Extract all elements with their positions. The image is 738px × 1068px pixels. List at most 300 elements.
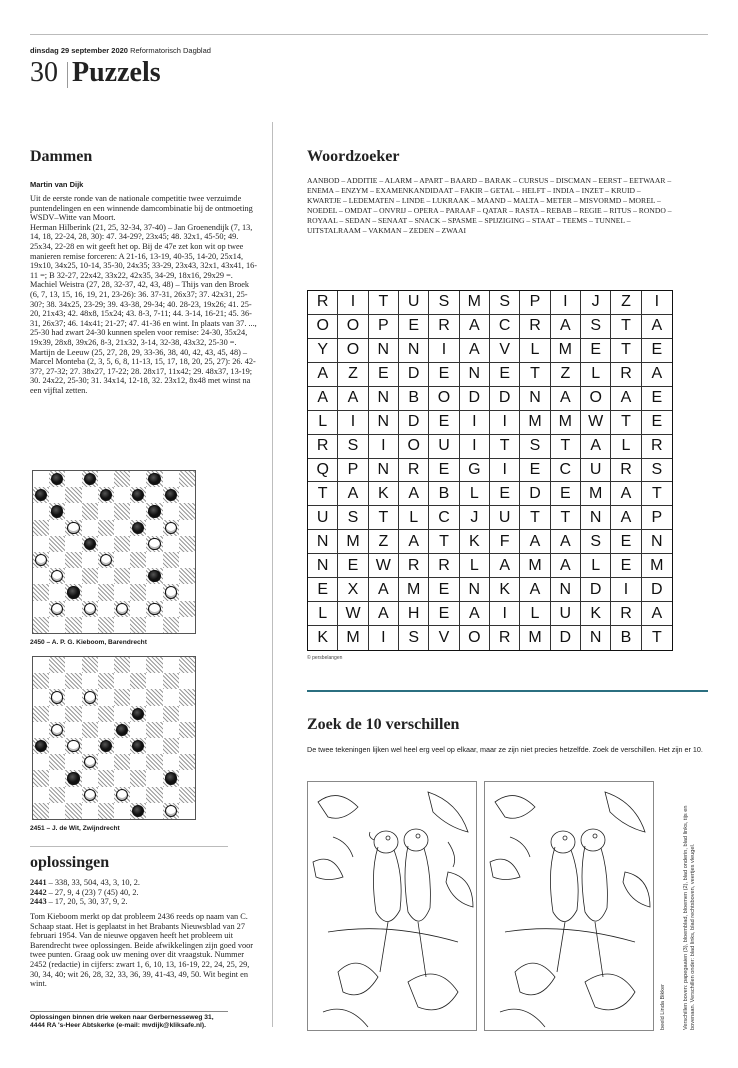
oplossingen-article: Tom Kieboom merkt op dat probleem 2436 reeds op naam van C. Schaap staat. Het is geplaatst in het Brabants Nieuwsblad van 27 februari 1954. Van de nieuwe opgaven heeft het probleem uit Barendrecht twee oplossingen. Beide afwikkelingen zijn goed voor twee punten. Graag ook uw mening over dit vraagstuk. Nummer 2452 (redactie) in cijfers: zwart 1, 6, 10, 13, 16-19, 22, 24, 25, 29, 30, 34, 40; wit 26, 28, 32, 33, 36, 39, 41-43, 49, 50. Wit begint en wint.: [30, 912, 254, 989]
grid-letter: D: [642, 578, 672, 602]
solution-line: [30, 878, 260, 888]
grid-letter: T: [308, 482, 338, 506]
drawing-credit: beeld Linda Bikker: [660, 983, 666, 1030]
page-number: 30: [30, 57, 58, 88]
oplossingen-title: oplossingen: [30, 854, 110, 871]
board-square: [65, 471, 81, 487]
board-square: [33, 568, 49, 584]
date: dinsdag 29 september 2020: [30, 46, 128, 55]
board-square: [82, 520, 98, 536]
grid-letter: M: [520, 626, 550, 650]
grid-letter: M: [520, 554, 550, 578]
grid-letter: N: [460, 578, 490, 602]
board-square: [98, 520, 114, 536]
board-square: [49, 568, 65, 584]
verschillen-intro: De twee tekeningen lijken wel heel erg veel op elkaar, maar ze zijn niet precies hetzelfde. Zoek de verschillen. Het zijn er 10.: [307, 745, 703, 754]
dammen-paragraph: Machiel Weistra (27, 28, 32-37, 42, 43, 48) – Thijs van den Broek (6, 7, 13, 15, 16, 19, 21, 23-26): 36. 37-31, 26x37; 37. 42x31, 25-30?; 38. 34x25, 23-29; 39. 43-38, 29-34; 40. 28-23, 19x26; 41. 25-20, 21x43; 42. 48x8, 15x24; 43. 8-3, 7-11; 44. 3-14, 16-21; 45. 36-31, 26x37; 46. 14x41; 21-27; 47. 41-36 en wint. In plaats van 37. ..., 25-30 had zwart 24-30 kunnen spelen voor remise: 24-30, 35x24, 19x39, 28x8, 39x26, 8-3, 21x32, 3-14, 32-38, 43x32, 25-30 =.: [30, 280, 257, 347]
board-square: [49, 520, 65, 536]
grid-letter: A: [611, 506, 641, 530]
board-square: [82, 754, 98, 770]
black-piece: [35, 489, 47, 501]
board-square: [163, 770, 179, 786]
white-piece: [165, 586, 177, 598]
board-square: [163, 787, 179, 803]
black-piece: [132, 522, 144, 534]
board-square: [130, 722, 146, 738]
grid-letter: K: [369, 482, 399, 506]
grid-letter: T: [429, 530, 459, 554]
board-square: [49, 536, 65, 552]
white-piece: [100, 554, 112, 566]
grid-letter: A: [642, 363, 672, 387]
black-piece: [132, 740, 144, 752]
grid-letter: T: [611, 411, 641, 435]
board-square: [33, 487, 49, 503]
grid-letter: A: [369, 578, 399, 602]
grid-letter: N: [520, 387, 550, 411]
board-square: [179, 552, 195, 568]
grid-letter: U: [429, 435, 459, 459]
black-piece: [132, 805, 144, 817]
grid-letter: V: [429, 626, 459, 650]
grid-letter: N: [399, 339, 429, 363]
dammen-paragraph: Uit de eerste ronde van de nationale competitie twee verzuimde puntendelingen en een winnende damcombinatie bij de ontmoeting WSDV–Witte van Moort.: [30, 194, 253, 223]
board-square: [114, 722, 130, 738]
board-square: [65, 689, 81, 705]
grid-letter: E: [520, 459, 550, 483]
grid-letter: H: [399, 602, 429, 626]
grid-letter: N: [551, 578, 581, 602]
grid-letter: B: [429, 482, 459, 506]
board-square: [146, 503, 162, 519]
black-piece: [148, 570, 160, 582]
grid-letter: M: [460, 291, 490, 315]
grid-letter: O: [581, 387, 611, 411]
board-square: [146, 689, 162, 705]
board-square: [163, 722, 179, 738]
board-square: [163, 738, 179, 754]
board-square: [146, 584, 162, 600]
board-square: [82, 601, 98, 617]
board-square: [130, 568, 146, 584]
board-square: [179, 803, 195, 819]
board-square: [98, 471, 114, 487]
board-square: [82, 673, 98, 689]
board-square: [114, 657, 130, 673]
board-square: [82, 487, 98, 503]
board-square: [130, 738, 146, 754]
board-square: [163, 552, 179, 568]
grid-letter: Z: [611, 291, 641, 315]
board-square: [179, 617, 195, 633]
grid-letter: E: [429, 459, 459, 483]
board-square: [146, 601, 162, 617]
board-square: [130, 520, 146, 536]
board-square: [65, 601, 81, 617]
grid-letter: S: [520, 435, 550, 459]
grid-letter: O: [338, 315, 368, 339]
grid-letter: E: [429, 602, 459, 626]
grid-letter: K: [460, 530, 490, 554]
board-square: [98, 552, 114, 568]
board-square: [146, 552, 162, 568]
grid-letter: I: [429, 339, 459, 363]
board-square: [114, 787, 130, 803]
grid-letter: E: [429, 411, 459, 435]
white-piece: [84, 603, 96, 615]
board-square: [163, 689, 179, 705]
grid-letter: V: [490, 339, 520, 363]
board-square: [163, 568, 179, 584]
board-square: [33, 503, 49, 519]
board-square: [114, 689, 130, 705]
board-square: [114, 803, 130, 819]
grid-letter: L: [460, 554, 490, 578]
black-piece: [165, 489, 177, 501]
board-square: [49, 706, 65, 722]
board-square: [98, 803, 114, 819]
board-square: [49, 803, 65, 819]
grid-letter: E: [429, 363, 459, 387]
grid-letter: G: [460, 459, 490, 483]
page-number-divider: [67, 62, 68, 88]
board-square: [98, 584, 114, 600]
board-square: [82, 722, 98, 738]
board-square: [82, 657, 98, 673]
grid-letter: I: [460, 411, 490, 435]
grid-letter: E: [551, 482, 581, 506]
grid-letter: T: [611, 315, 641, 339]
board-square: [82, 770, 98, 786]
section-title: Puzzels: [72, 57, 161, 88]
board-square: [33, 657, 49, 673]
board-square: [49, 584, 65, 600]
board-square: [130, 803, 146, 819]
grid-letter: R: [399, 459, 429, 483]
board-square: [146, 722, 162, 738]
grid-letter: T: [520, 363, 550, 387]
solution-text: – 17, 20, 5, 30, 37, 9, 2.: [46, 897, 128, 907]
board-square: [114, 584, 130, 600]
grid-letter: T: [369, 506, 399, 530]
board-square: [33, 584, 49, 600]
board-square: [179, 722, 195, 738]
board-square: [163, 520, 179, 536]
parrot-drawing-left: [308, 782, 477, 1031]
grid-letter: L: [611, 435, 641, 459]
grid-letter: E: [642, 411, 672, 435]
board-square: [146, 657, 162, 673]
board-square: [82, 568, 98, 584]
grid-letter: P: [642, 506, 672, 530]
board-square: [130, 787, 146, 803]
grid-letter: S: [490, 291, 520, 315]
grid-letter: R: [308, 435, 338, 459]
grid-letter: L: [308, 602, 338, 626]
board-square: [65, 770, 81, 786]
board-square: [146, 568, 162, 584]
grid-letter: P: [520, 291, 550, 315]
board-square: [163, 487, 179, 503]
board-square: [65, 673, 81, 689]
grid-letter: A: [490, 554, 520, 578]
board-square: [49, 754, 65, 770]
board-square: [65, 787, 81, 803]
black-piece: [100, 489, 112, 501]
grid-letter: L: [308, 411, 338, 435]
solution-number: 2441: [30, 878, 47, 887]
grid-letter: R: [611, 459, 641, 483]
grid-letter: M: [338, 530, 368, 554]
grid-letter: U: [399, 291, 429, 315]
grid-letter: A: [520, 530, 550, 554]
grid-letter: O: [308, 315, 338, 339]
top-rule: [30, 34, 708, 35]
board-square: [33, 738, 49, 754]
grid-letter: N: [369, 387, 399, 411]
board-square: [33, 617, 49, 633]
board-square: [49, 617, 65, 633]
grid-letter: A: [460, 315, 490, 339]
grid-letter: R: [429, 315, 459, 339]
dammen-paragraph: Herman Hilberink (21, 25, 32-34, 37-40) – Jan Groenendijk (7, 13, 14, 18, 22-24, 28, 30): 47. 34-29?, 23x45; 48. 32x1, 45-50; 49. 25x34, 22-28 en wit geeft het op. Bij de 47e zet kon wit op twee manieren remise forceren: A 21-16, 13-19, 40-35, 14-20, 25x14, 19x10, 34x25, 10-14, 35-30, 24x35; 33-29, 23x43, 32x1, 43x41, 16-11 =; B 32-27, 22x42, 33x22, 42x35, 34-29, 18x16, 29x29 =.: [30, 222, 258, 280]
grid-letter: U: [308, 506, 338, 530]
grid-letter: I: [490, 411, 520, 435]
board-square: [146, 536, 162, 552]
grid-letter: N: [581, 506, 611, 530]
grid-letter: E: [611, 554, 641, 578]
board-square: [163, 503, 179, 519]
board-square: [33, 722, 49, 738]
board-square: [114, 738, 130, 754]
grid-letter: D: [581, 578, 611, 602]
grid-letter: L: [399, 506, 429, 530]
black-piece: [132, 708, 144, 720]
board-square: [130, 617, 146, 633]
grid-letter: M: [399, 578, 429, 602]
board-square: [130, 552, 146, 568]
grid-letter: K: [581, 602, 611, 626]
board-square: [65, 552, 81, 568]
grid-letter: D: [399, 363, 429, 387]
board-square: [179, 754, 195, 770]
solution-text: – 27, 9, 4 (23) 7 (45) 40, 2.: [46, 887, 139, 897]
grid-letter: J: [460, 506, 490, 530]
grid-letter: Z: [369, 530, 399, 554]
white-piece: [51, 724, 63, 736]
grid-letter: E: [642, 387, 672, 411]
grid-letter: O: [399, 435, 429, 459]
grid-letter: I: [460, 435, 490, 459]
grid-letter: U: [551, 602, 581, 626]
grid-letter: E: [642, 339, 672, 363]
board-square: [65, 536, 81, 552]
grid-letter: T: [651, 629, 662, 647]
grid-letter: R: [611, 363, 641, 387]
board-square: [179, 584, 195, 600]
board-square: [146, 706, 162, 722]
grid-letter: R: [611, 602, 641, 626]
grid-letter: N: [369, 411, 399, 435]
white-piece: [165, 522, 177, 534]
board-square: [82, 738, 98, 754]
board-square: [65, 617, 81, 633]
dammen-title: Dammen: [30, 148, 93, 165]
board-square: [163, 657, 179, 673]
black-piece: [132, 489, 144, 501]
board-square: [49, 770, 65, 786]
grid-letter: A: [399, 482, 429, 506]
board-square: [114, 601, 130, 617]
board-square: [163, 803, 179, 819]
board-square: [65, 584, 81, 600]
white-piece: [116, 603, 128, 615]
board-square: [49, 471, 65, 487]
board-square: [33, 601, 49, 617]
grid-letter: N: [308, 554, 338, 578]
white-piece: [35, 554, 47, 566]
board-square: [33, 536, 49, 552]
board-square: [49, 487, 65, 503]
board-square: [82, 803, 98, 819]
dammen-author: Martin van Dijk: [30, 180, 84, 189]
black-piece: [165, 772, 177, 784]
board-square: [114, 770, 130, 786]
grid-letter: O: [338, 339, 368, 363]
white-piece: [84, 789, 96, 801]
board-square: [82, 503, 98, 519]
grid-letter: E: [429, 578, 459, 602]
board-square: [82, 471, 98, 487]
grid-letter: D: [399, 411, 429, 435]
grid-letter: E: [338, 554, 368, 578]
board-square: [98, 738, 114, 754]
dateline: [30, 46, 211, 55]
grid-letter: I: [611, 578, 641, 602]
board-square: [179, 673, 195, 689]
grid-letter: I: [369, 626, 399, 650]
board-square: [33, 787, 49, 803]
board-square: [98, 706, 114, 722]
grid-letter: E: [490, 482, 520, 506]
diagram-caption-2451: 2451 – J. de Wit, Zwijndrecht: [30, 825, 120, 832]
grid-letter: S: [338, 435, 368, 459]
board-square: [82, 787, 98, 803]
grid-letter: Y: [308, 339, 338, 363]
black-piece: [84, 473, 96, 485]
board-square: [146, 673, 162, 689]
woordzoeker-title: Woordzoeker: [307, 148, 400, 165]
board-square: [179, 536, 195, 552]
black-piece: [51, 473, 63, 485]
grid-letter: M: [551, 411, 581, 435]
solutions-list: [30, 878, 260, 907]
board-square: [33, 770, 49, 786]
white-piece: [165, 805, 177, 817]
board-square: [98, 487, 114, 503]
draughts-board-2451: [32, 656, 196, 820]
board-square: [130, 706, 146, 722]
board-square: [49, 503, 65, 519]
board-square: [130, 584, 146, 600]
grid-letter: N: [308, 530, 338, 554]
grid-letter: C: [429, 506, 459, 530]
board-square: [49, 787, 65, 803]
grid-letter: I: [338, 291, 368, 315]
grid-letter: T: [611, 339, 641, 363]
column-divider: [272, 122, 273, 1027]
board-square: [114, 754, 130, 770]
grid-letter: N: [369, 459, 399, 483]
white-piece: [84, 691, 96, 703]
board-square: [82, 584, 98, 600]
white-piece: [84, 756, 96, 768]
board-square: [98, 754, 114, 770]
board-square: [49, 689, 65, 705]
board-square: [114, 503, 130, 519]
board-square: [33, 471, 49, 487]
board-square: [163, 706, 179, 722]
white-piece: [51, 570, 63, 582]
grid-letter: A: [551, 554, 581, 578]
board-square: [179, 487, 195, 503]
grid-letter: I: [369, 435, 399, 459]
grid-letter: A: [551, 530, 581, 554]
grid-letter: N: [460, 363, 490, 387]
grid-letter: L: [460, 482, 490, 506]
grid-letter: L: [520, 339, 550, 363]
board-square: [98, 722, 114, 738]
board-square: [49, 673, 65, 689]
board-square: [114, 673, 130, 689]
board-square: [179, 770, 195, 786]
grid-letter: A: [611, 482, 641, 506]
grid-letter: I: [551, 291, 581, 315]
grid-letter: E: [611, 530, 641, 554]
board-square: [33, 520, 49, 536]
grid-letter: A: [460, 602, 490, 626]
black-piece: [35, 740, 47, 752]
grid-letter: Z: [551, 363, 581, 387]
grid-letter: C: [490, 315, 520, 339]
black-piece: [84, 538, 96, 550]
black-piece: [116, 724, 128, 736]
grid-letter: I: [490, 602, 520, 626]
board-square: [114, 520, 130, 536]
board-square: [33, 754, 49, 770]
board-square: [179, 471, 195, 487]
grid-letter: R: [642, 435, 672, 459]
board-square: [98, 770, 114, 786]
board-square: [114, 706, 130, 722]
board-square: [130, 601, 146, 617]
grid-letter: R: [520, 315, 550, 339]
grid-letter: T: [520, 506, 550, 530]
board-square: [130, 503, 146, 519]
grid-letter: U: [581, 459, 611, 483]
board-square: [179, 657, 195, 673]
grid-letter: K: [308, 626, 338, 650]
grid-letter: J: [581, 291, 611, 315]
dammen-paragraph: Martijn de Leeuw (25, 27, 28, 29, 33-36, 38, 40, 42, 43, 45, 48) – Marcel Monteba (2, 3, 5, 6, 8, 11-13, 15, 17, 18, 20, 25, 27): 26. 42-37?, 27-32; 27. 38x27, 17-22; 28. 28x17, 11x42; 29. 48x37, 13-19; 30. 24x22, 25-30; 31. 34x14, 12-18, 32. 23x12, 8x48 met winst na een vijftal zetten.: [30, 347, 256, 395]
board-square: [130, 673, 146, 689]
board-square: [179, 601, 195, 617]
board-square: [130, 536, 146, 552]
board-square: [65, 754, 81, 770]
grid-letter: A: [520, 578, 550, 602]
board-square: [179, 706, 195, 722]
board-square: [130, 770, 146, 786]
